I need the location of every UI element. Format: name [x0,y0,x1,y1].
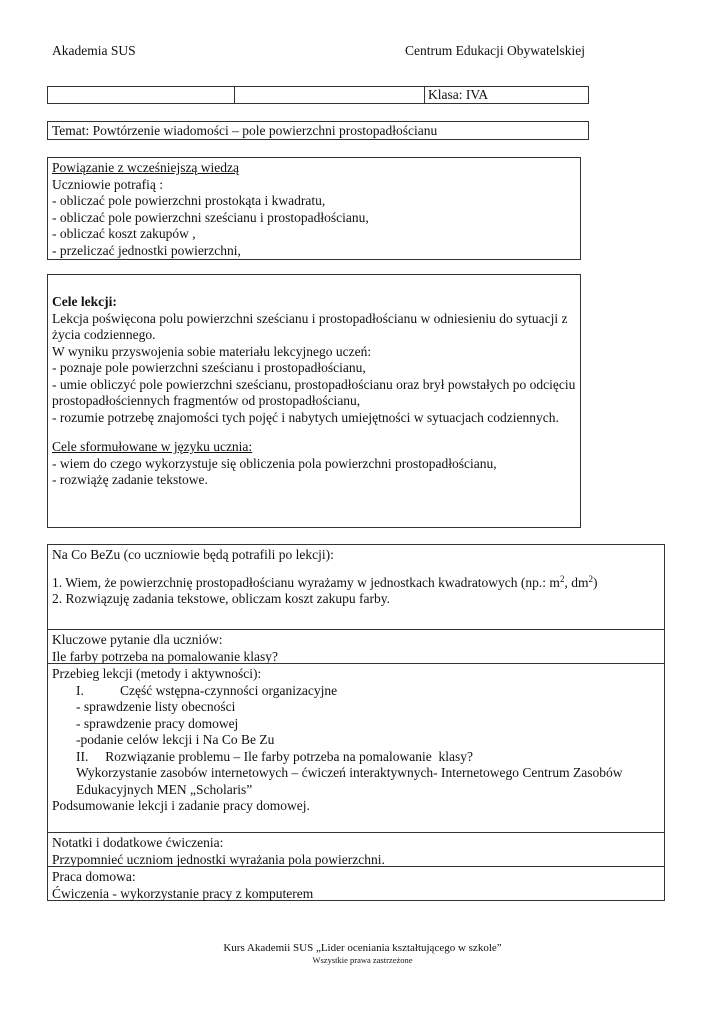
lesson-flow-resources: Wykorzystanie zasobów internetowych – ćwiczeń interaktywnych- Internetowego Centrum Zasobów Edukacyjnych MEN „Scholaris” [76,765,623,797]
lesson-goals-paragraph: Lekcja poświęcona polu powierzchni sześcianu i prostopadłościanu w odniesieniu do sytuacji z życia codziennego. [52,310,568,342]
topic-box [47,121,589,140]
lesson-goals-heading: Cele lekcji: [52,294,117,309]
topic-text: Temat: Powtórzenie wiadomości – pole powierzchni prostopadłościanu [52,123,438,138]
lesson-flow-part-1: I. Część wstępna-czynności organizacyjne [76,682,338,698]
prior-knowledge-item: - obliczać pole powierzchni sześcianu i prostopadłościanu, [52,209,369,225]
footer-rights: Wszystkie prawa zastrzeżone [312,955,413,965]
lesson-flow-item: - sprawdzenie pracy domowej [76,715,239,731]
key-question-heading: Kluczowe pytanie dla uczniów: [52,632,223,647]
student-goals-item: - rozwiążę zadanie tekstowe. [52,472,208,487]
lesson-flow-part-2: II. Rozwiązanie problemu – Ile farby potrzeba na pomalowanie klasy? [76,748,473,764]
notes-heading: Notatki i dodatkowe ćwiczenia: [52,835,224,850]
student-goals-heading: Cele sformułowane w języku ucznia: [52,439,253,454]
prior-knowledge-intro: Uczniowie potrafią : [52,176,163,192]
ncbz-item-1: 1. Wiem, że powierzchnię prostopadłościanu wyrażamy w jednostkach kwadratowych (np.: $m^2$, $dm^2$) [52,573,598,590]
lesson-goals-item: - rozumie potrzebę znajomości tych pojęć i nabytych umiejętności w sytuacjach codziennych. [52,409,559,425]
lesson-flow-heading: Przebieg lekcji (metody i aktywności): [52,666,262,681]
lesson-flow-summary: Podsumowanie lekcji i zadanie pracy domowej. [52,798,310,813]
class-row-cell-1 [48,87,235,103]
lesson-goals-paragraph: W wyniku przyswojenia sobie materiału lekcyjnego uczeń: [52,343,372,359]
header-right: Centrum Edukacji Obywatelskiej [405,43,585,58]
lesson-flow-item: - sprawdzenie listy obecności [76,699,236,714]
prior-knowledge-item: - obliczać koszt zakupów , [52,226,196,241]
footer-course: Kurs Akademii SUS „Lider oceniania kształtującego w szkole” [223,942,502,954]
prior-knowledge-heading: Powiązanie z wcześniejszą wiedzą [52,160,240,175]
prior-knowledge-item: - przeliczać jednostki powierzchni, [52,242,241,258]
notes-box [47,832,665,867]
lesson-flow-box [47,663,665,833]
ncbz-box [47,544,665,630]
lesson-goals-item: - poznaje pole powierzchni sześcianu i prostopadłościanu, [52,360,366,375]
homework-text: Ćwiczenia - wykorzystanie pracy z komputerem [52,885,314,901]
key-question-box [47,629,665,664]
class-row-cell-2 [234,87,425,103]
key-question-text: Ile farby potrzeba na pomalowanie klasy? [52,648,279,664]
header-left: Akademia SUS [52,43,136,58]
lesson-flow-item: -podanie celów lekcji i Na Co Be Zu [76,732,275,747]
ncbz-item-2: 2. Rozwiązuję zadania tekstowe, obliczam koszt zakupu farby. [52,591,390,606]
homework-box [47,866,665,901]
class-label: Klasa: IVA [428,87,489,102]
homework-heading: Praca domowa: [52,869,136,884]
ncbz-heading: Na Co BeZu (co uczniowie będą potrafili po lekcji): [52,547,334,562]
notes-text: Przypomnieć uczniom jednostki wyrażania pola powierzchni. [52,851,385,867]
lesson-goals-item: - umie obliczyć pole powierzchni sześcianu, prostopadłościanu oraz brył powstałych po odcięciu prostopadłościennych fragmentów od prostopadłościanu, [52,376,576,408]
student-goals-item: - wiem do czego wykorzystuje się obliczenia pola powierzchni prostopadłościanu, [52,455,497,471]
prior-knowledge-item: - obliczać pole powierzchni prostokąta i kwadratu, [52,193,326,208]
lesson-goals-box [47,274,581,528]
class-row-table [47,86,589,104]
prior-knowledge-box [47,157,581,260]
